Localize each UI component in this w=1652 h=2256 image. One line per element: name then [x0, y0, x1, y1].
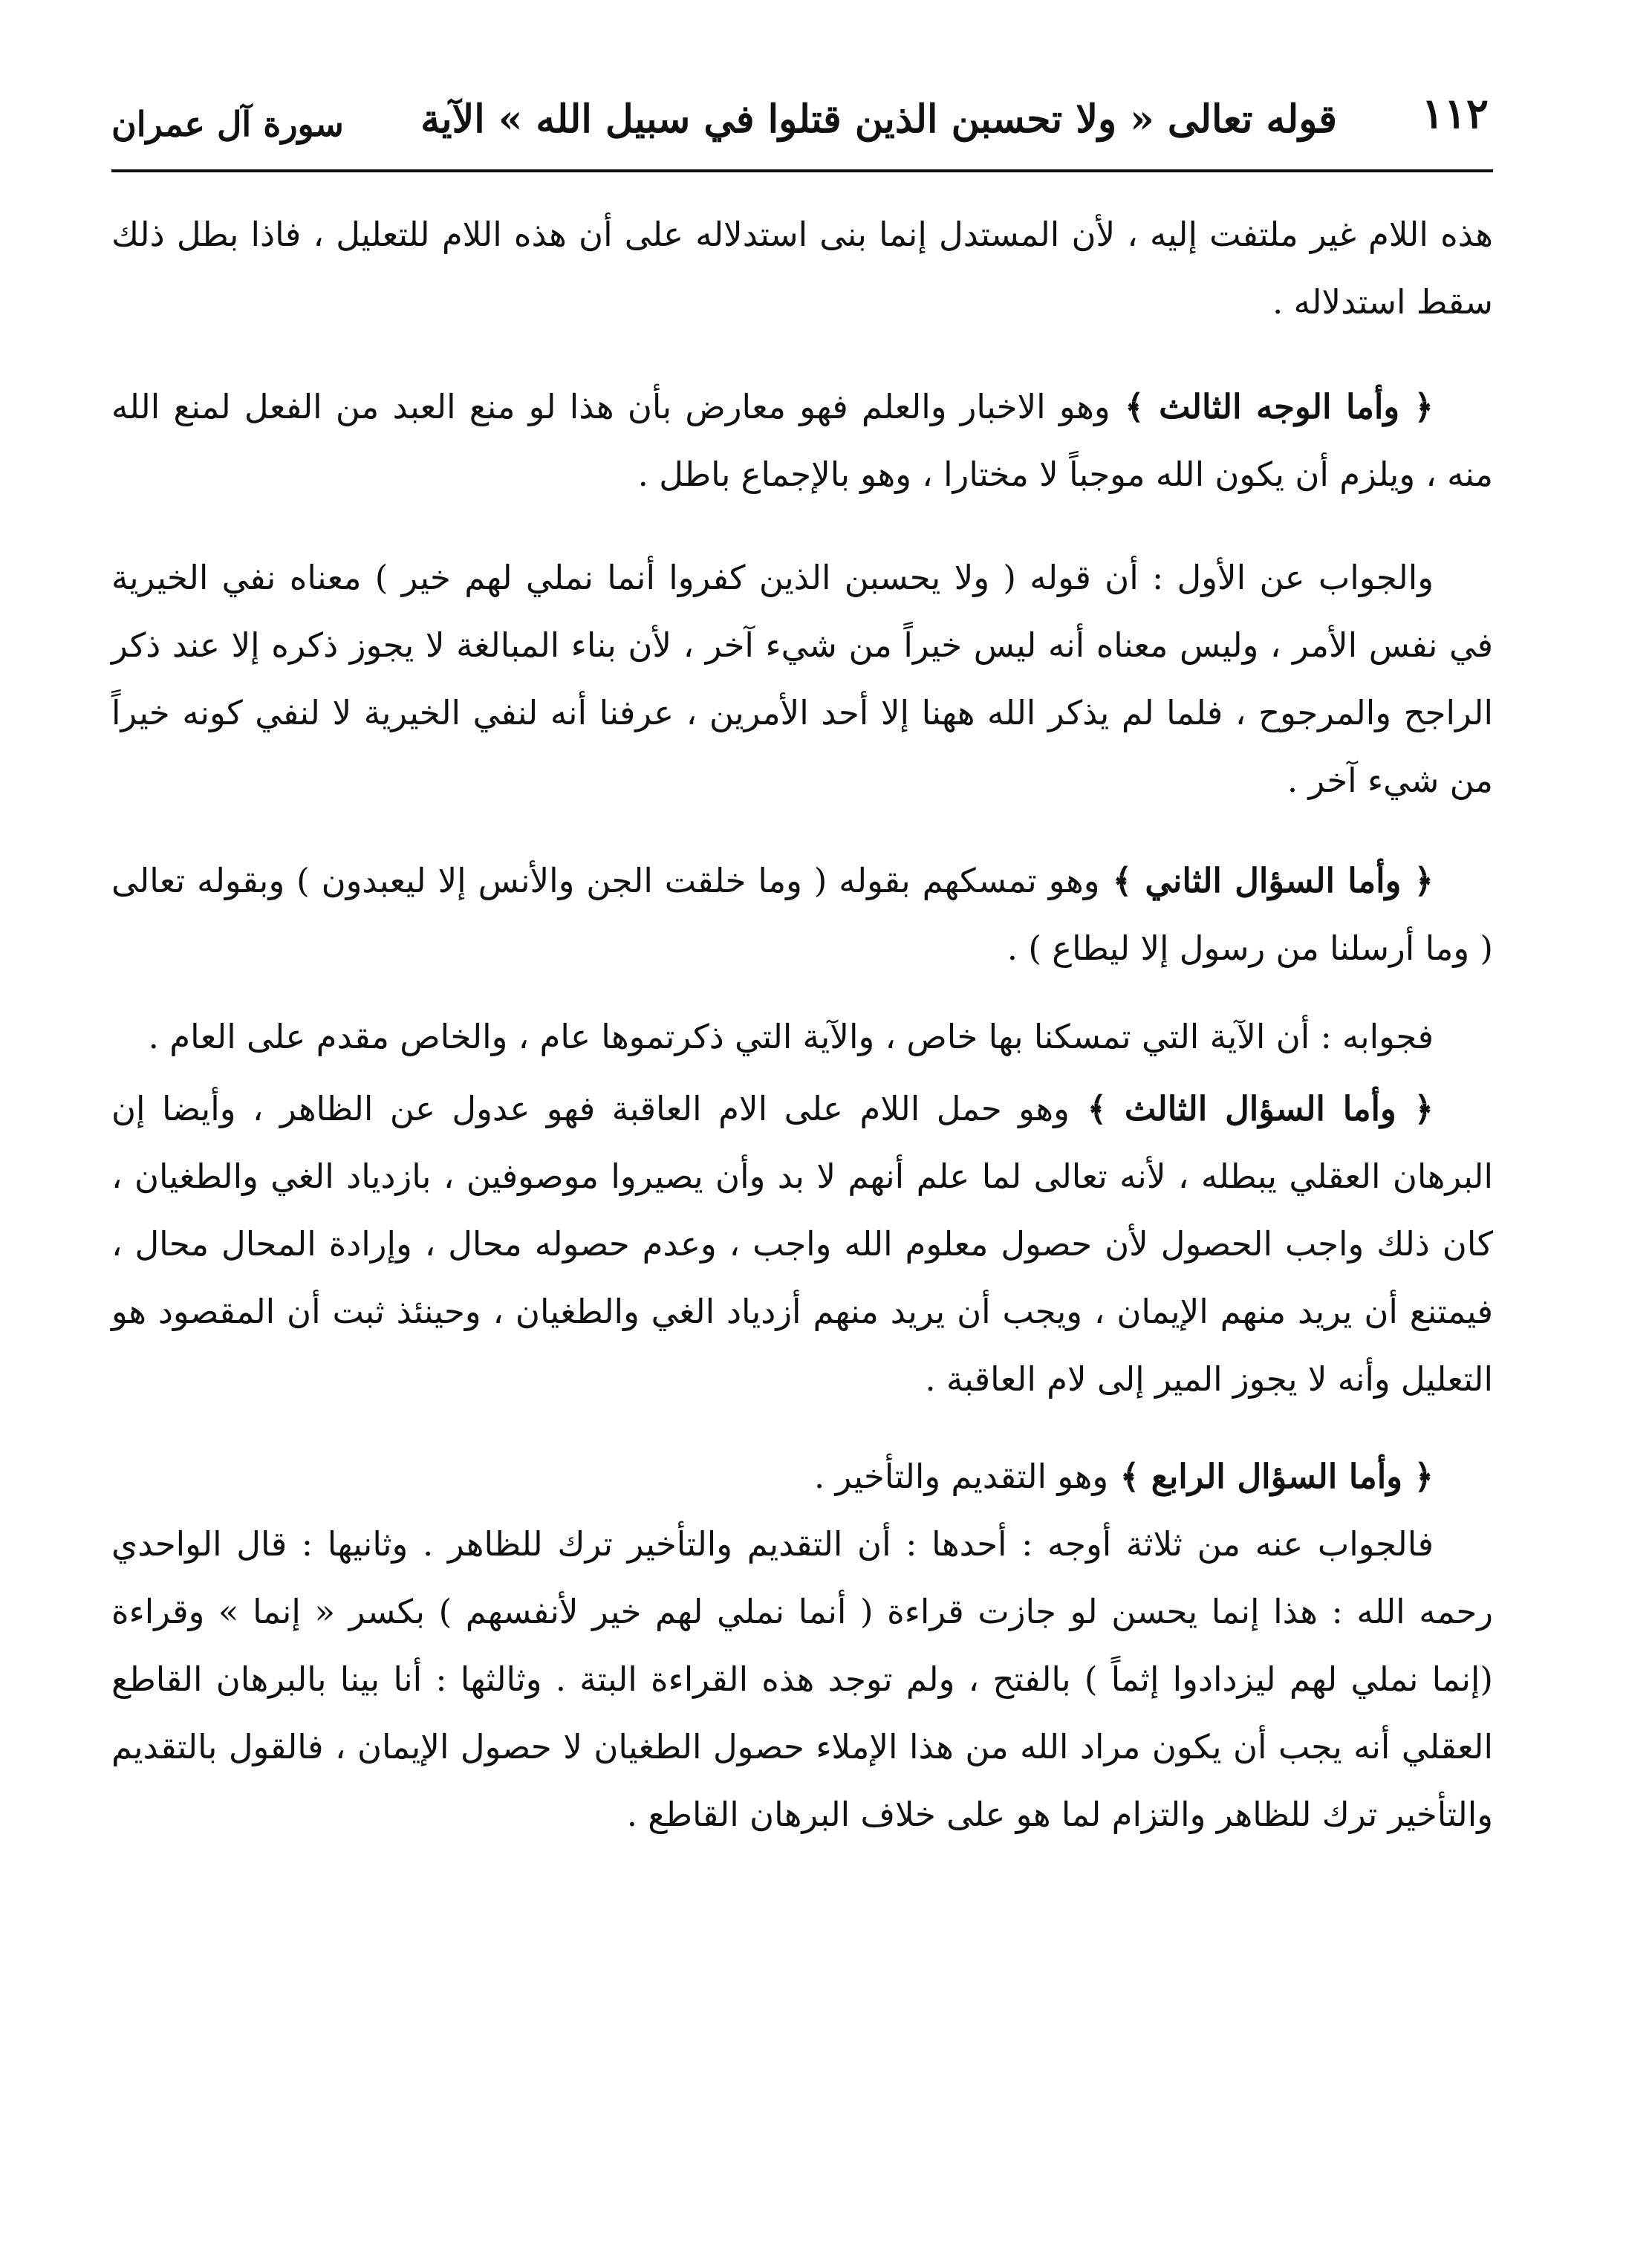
paragraph-text: فالجواب عنه من ثلاثة أوجه : أحدها : أن التقديم والتأخير ترك للظاهر . وثانيها : قال الواحدي رحمه الله : هذا إنما يحسن لو جازت قراءة ( أنما نملي لهم خير لأنفسهم ) بكسر « إنما » وقراءة (إنما نملي لهم ليزدادوا إثماً ) بالفتح ، ولم توجد هذه القراءة البتة . وثالثها : أنا بينا بالبرهان القاطع العقلي أنه يجب أن يكون مراد الله من هذا الإملاء حصول الطغيان لا حصول الإيمان ، فالقول بالتقديم والتأخير ترك للظاهر والتزام لما هو على خلاف البرهان القاطع .: [111, 1524, 1493, 1834]
paragraph: [111, 1003, 1493, 1070]
book-page: [111, 82, 1493, 2221]
surah-name: سورة آل عمران: [111, 104, 344, 144]
page-number: ١١٢: [1421, 89, 1489, 138]
paragraph-text: هذه اللام غير ملتفت إليه ، لأن المستدل إنما بنى استدلاله على أن هذه اللام للتعليل ، فاذا بطل ذلك سقط استدلاله .: [111, 215, 1493, 322]
paragraph-text: وهو الاخبار والعلم فهو معارض بأن هذا لو منع العبد من الفعل لمنع الله منه ، ويلزم أن يكون الله موجباً لا مختارا ، وهو بالإجماع باطل .: [111, 387, 1493, 494]
paragraph-heading: ﴿ وأما السؤال الثالث ﴾: [1069, 1089, 1434, 1128]
page-header: [111, 82, 1493, 172]
page-body: [111, 201, 1493, 1848]
paragraph-text: وهو حمل اللام على الام العاقبة فهو عدول عن الظاهر ، وأيضا إن البرهان العقلي يبطله ، لأنه تعالى لما علم أنهم لا بد وأن يصيروا موصوفين ، بازدياد الغي والطغيان ، كان ذلك واجب الحصول لأن حصول معلوم الله واجب ، وعدم حصوله محال ، وإرادة المحال محال ، فيمتنع أن يريد منهم الإيمان ، ويجب أن يريد منهم أزدياد الغي والطغيان ، وحينئذ ثبت أن المقصود هو التعليل وأنه لا يجوز المير إلى لام العاقبة .: [111, 1089, 1493, 1399]
paragraph: [111, 1510, 1493, 1848]
paragraph: [111, 544, 1493, 814]
paragraph-text: وهو التقديم والتأخير .: [814, 1457, 1109, 1496]
paragraph-heading: ﴿ وأما السؤال الثاني ﴾: [1099, 861, 1434, 900]
paragraph: [111, 1443, 1493, 1510]
paragraph-text: فجوابه : أن الآية التي تمسكنا بها خاص ، والآية التي ذكرتموها عام ، والخاص مقدم على العام .: [148, 1017, 1434, 1056]
running-title: قوله تعالى « ولا تحسبن الذين قتلوا في سبيل الله » الآية: [420, 97, 1337, 142]
paragraph-heading: ﴿ وأما الوجه الثالث ﴾: [1110, 387, 1434, 426]
paragraph: [111, 201, 1493, 336]
paragraph-text: وهو تمسكهم بقوله ( وما خلقت الجن والأنس إلا ليعبدون ) وبقوله تعالى ( وما أرسلنا من رسول إلا ليطاع ) .: [111, 861, 1493, 968]
paragraph-text: والجواب عن الأول : أن قوله ( ولا يحسبن الذين كفروا أنما نملي لهم خير ) معناه نفي الخيرية في نفس الأمر ، وليس معناه أنه ليس خيراً من شيء آخر ، لأن بناء المبالغة لا يجوز ذكره إلا عند ذكر الراجح والمرجوح ، فلما لم يذكر الله ههنا إلا أحد الأمرين ، عرفنا أنه لنفي الخيرية لا لنفي كونه خيراً من شيء آخر .: [111, 558, 1493, 800]
paragraph: [111, 1075, 1493, 1413]
paragraph: [111, 373, 1493, 508]
paragraph-heading: ﴿ وأما السؤال الرابع ﴾: [1108, 1457, 1434, 1496]
paragraph: [111, 847, 1493, 982]
